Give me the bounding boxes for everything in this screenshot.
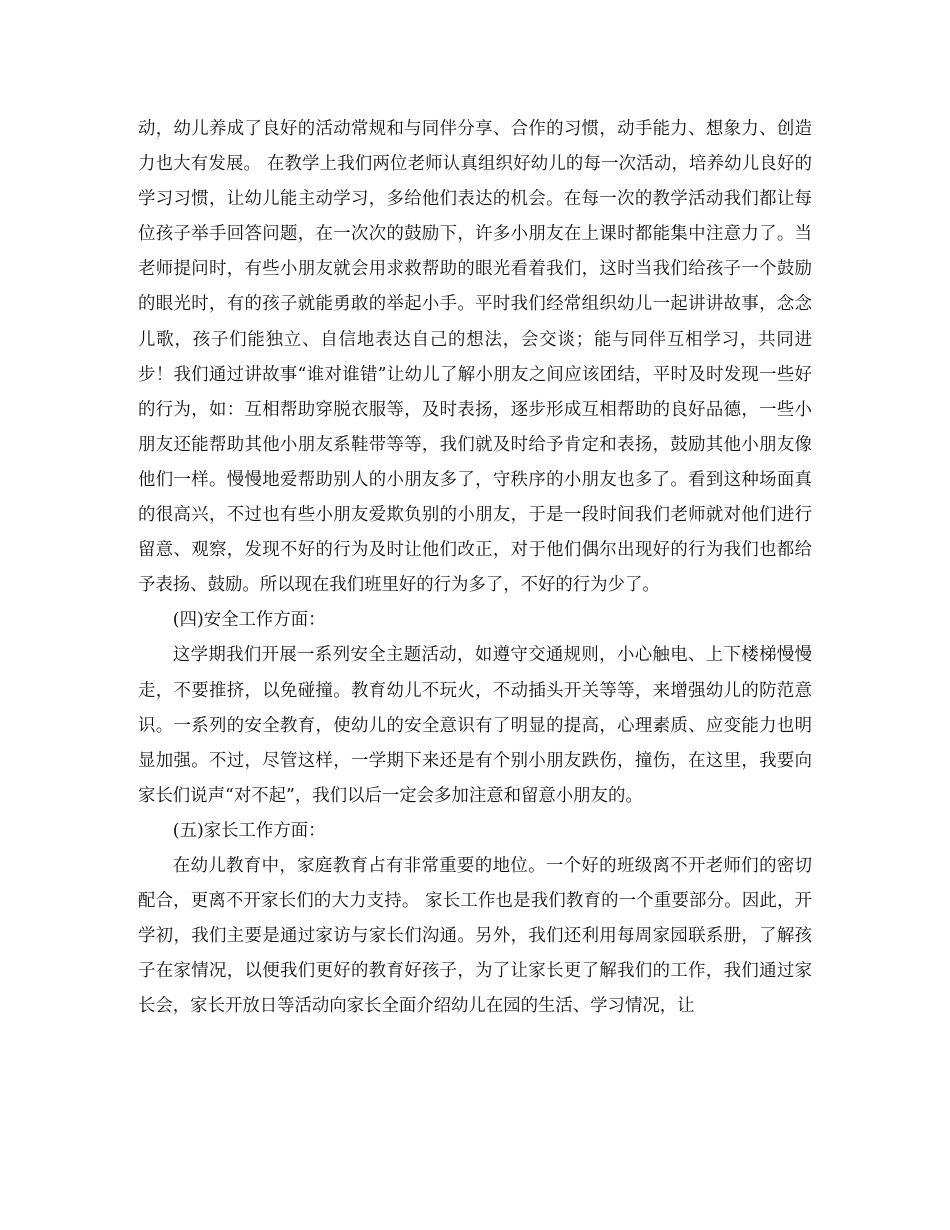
section-heading-safety: (四)安全工作方面：	[172, 610, 326, 631]
paragraph-parent-work: 在幼儿教育中，家庭教育占有非常重要的地位。一个好的班级离不开老师们的密切配合，更离不开家长们的大力支持。 家长工作也是我们教育的一个重要部分。因此，开学初，我们主要是通过家访与家长们沟通。另外，我们还利用每周家园联系册，了解孩子在家情况，以便我们更好的教育好孩子，为了让家长更了解我们的工作，我们通过家长会，家长开放日等活动向家长全面介绍幼儿在园的生活、学习情况，让	[138, 855, 812, 1017]
paragraph-teaching-and-behavior: 动，幼儿养成了良好的活动常规和与同伴分享、合作的习惯，动手能力、想象力、创造力也大有发展。 在教学上我们两位老师认真组织好幼儿的每一次活动，培养幼儿良好的学习习惯，让幼儿能主动学习，多给他们表达的机会。在每一次的教学活动我们都让每位孩子举手回答问题，在一次次的鼓励下，许多小朋友在上课时都能集中注意力了。当老师提问时，有些小朋友就会用求救帮助的眼光看着我们，这时当我们给孩子一个鼓励的眼光时，有的孩子就能勇敢的举起小手。平时我们经常组织幼儿一起讲讲故事，念念儿歌，孩子们能独立、自信地表达自己的想法，会交谈；能与同伴互相学习，共同进步！我们通过讲故事“谁对谁错”让幼儿了解小朋友之间应该团结，平时及时发现一些好的行为，如：互相帮助穿脱衣服等，及时表扬，逐步形成互相帮助的良好品德，一些小朋友还能帮助其他小朋友系鞋带等等，我们就及时给予肯定和表扬，鼓励其他小朋友像他们一样。慢慢地爱帮助别人的小朋友多了，守秩序的小朋友也多了。看到这种场面真的很高兴，不过也有些小朋友爱欺负别的小朋友，于是一段时间我们老师就对他们进行留意、观察，发现不好的行为及时让他们改正，对于他们偶尔出现好的行为我们也都给予表扬、鼓励。所以现在我们班里好的行为多了，不好的行为少了。	[138, 119, 812, 596]
section-heading-parents: (五)家长工作方面：	[172, 820, 326, 841]
document-body	[138, 112, 812, 1024]
paragraph-safety-work: 这学期我们开展一系列安全主题活动，如遵守交通规则，小心触电、上下楼梯慢慢走，不要推挤，以免碰撞。教育幼儿不玩火，不动插头开关等等，来增强幼儿的防范意识。一系列的安全教育，使幼儿的安全意识有了明显的提高，心理素质、应变能力也明显加强。不过，尽管这样，一学期下来还是有个别小朋友跌伤，撞伤，在这里，我要向家长们说声“对不起”，我们以后一定会多加注意和留意小朋友的。	[138, 645, 812, 806]
